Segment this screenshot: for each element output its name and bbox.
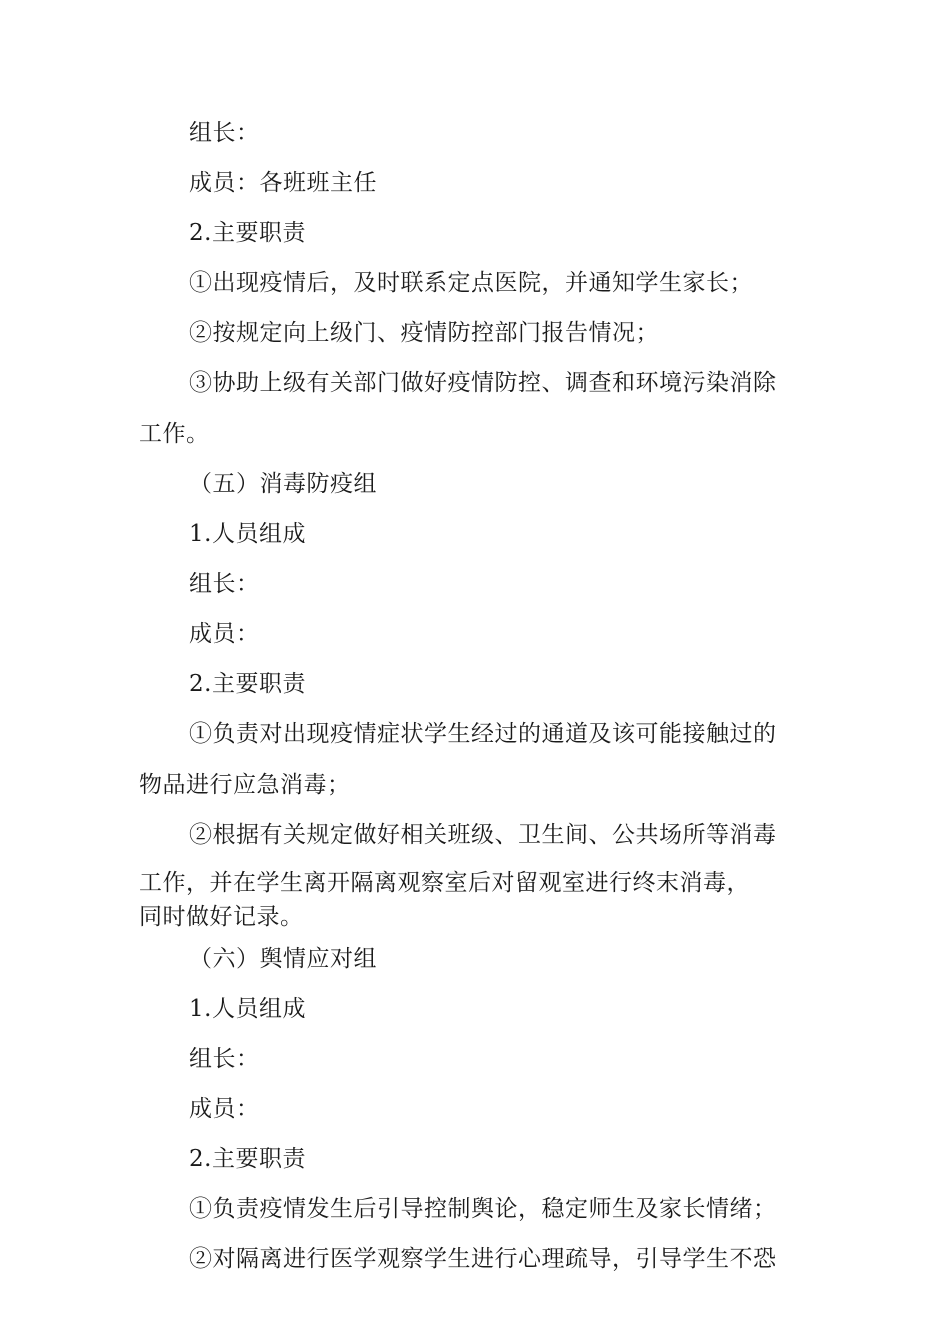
list-item: ①出现疫情后，及时联系定点医院，并通知学生家长； — [189, 270, 753, 296]
members-label: 成员： — [189, 1096, 260, 1122]
paragraph-continuation: 物品进行应急消毒； — [139, 772, 351, 798]
group-leader-label: 组长： — [189, 571, 260, 597]
list-item: ②根据有关规定做好相关班级、卫生间、公共场所等消毒 — [189, 822, 777, 848]
members-label: 成员：各班班主任 — [189, 170, 377, 196]
section-heading: 2.主要职责 — [189, 1146, 306, 1172]
list-item: ①负责疫情发生后引导控制舆论，稳定师生及家长情绪； — [189, 1196, 777, 1222]
list-item: ①负责对出现疫情症状学生经过的通道及该可能接触过的 — [189, 721, 777, 747]
group-leader-label: 组长： — [189, 120, 260, 146]
section-heading: 1.人员组成 — [189, 521, 306, 547]
list-item: ③协助上级有关部门做好疫情防控、调查和环境污染消除 — [189, 370, 777, 396]
list-item: ②对隔离进行医学观察学生进行心理疏导，引导学生不恐 — [189, 1246, 777, 1272]
group-leader-label: 组长： — [189, 1046, 260, 1072]
paragraph-continuation: 工作。 — [139, 421, 210, 447]
members-label: 成员： — [189, 621, 260, 647]
section-heading: 2.主要职责 — [189, 220, 306, 246]
section-heading: 2.主要职责 — [189, 671, 306, 697]
list-item: ②按规定向上级门、疫情防控部门报告情况； — [189, 320, 659, 346]
paragraph-continuation: 同时做好记录。 — [139, 904, 304, 930]
paragraph-continuation: 工作，并在学生离开隔离观察室后对留观室进行终末消毒， — [139, 870, 750, 896]
group-heading: （五）消毒防疫组 — [189, 471, 377, 497]
section-heading: 1.人员组成 — [189, 996, 306, 1022]
group-heading: （六）舆情应对组 — [189, 946, 377, 972]
